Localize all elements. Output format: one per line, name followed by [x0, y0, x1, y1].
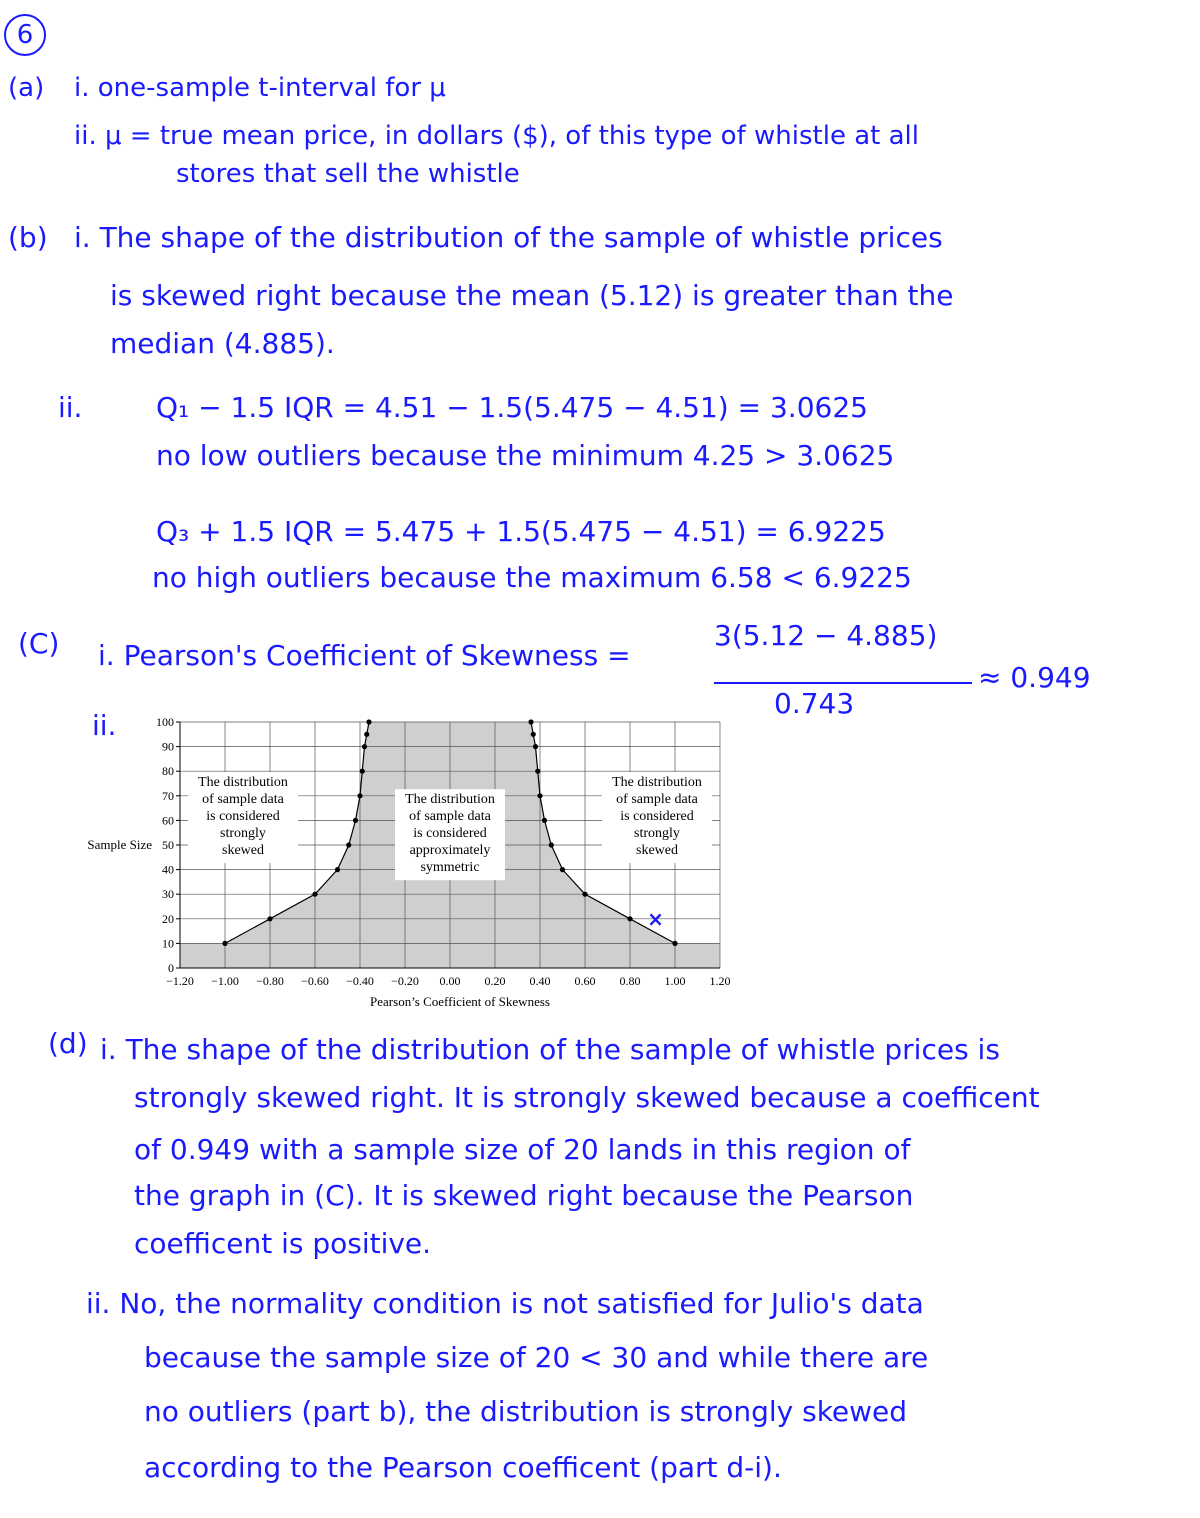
data-point	[549, 842, 554, 847]
data-point	[535, 769, 540, 774]
x-tick-label: −0.40	[346, 974, 374, 988]
data-point	[672, 941, 677, 946]
part-d-label: (d)	[48, 1027, 88, 1060]
x-tick-label: 0.40	[529, 974, 551, 988]
y-tick-label: 80	[162, 764, 174, 779]
data-point	[627, 916, 632, 921]
data-point	[537, 793, 542, 798]
x-axis-label: Pearson’s Coefficient of Skewness	[370, 994, 550, 1009]
data-point	[582, 892, 587, 897]
x-tick-label: 1.20	[709, 974, 731, 988]
part-a-ii-line2: stores that sell the whistle	[176, 159, 520, 189]
x-tick-label: −1.00	[211, 974, 239, 988]
part-b-ii-line2: no low outliers because the minimum 4.25 > 3.0625	[156, 439, 895, 472]
part-a-label: (a)	[8, 73, 45, 103]
annotation-line: symmetric	[420, 860, 480, 876]
y-tick-label: 60	[162, 813, 174, 828]
y-tick-label: 30	[162, 887, 174, 902]
part-b-ii-line3: Q₃ + 1.5 IQR = 5.475 + 1.5(5.475 − 4.51) = 6.9225	[156, 515, 886, 548]
x-tick-label: 0.00	[439, 974, 461, 988]
annotation-line: is considered	[413, 826, 487, 842]
part-b-ii-line1: Q₁ − 1.5 IQR = 4.51 − 1.5(5.475 − 4.51) = 3.0625	[156, 391, 868, 424]
data-point	[222, 941, 227, 946]
part-a-i: i. one-sample t-interval for μ	[74, 73, 446, 103]
annotation-line: strongly	[634, 825, 680, 841]
y-tick-label: 50	[162, 838, 174, 852]
part-c-label: (C)	[18, 627, 60, 660]
y-tick-label: 90	[162, 739, 174, 754]
annotation-line: strongly	[220, 825, 266, 841]
annotation-line: is considered	[620, 808, 694, 824]
x-tick-label: 0.80	[619, 974, 641, 988]
data-point	[312, 892, 317, 897]
annotation-line: The distribution	[612, 774, 702, 790]
part-b-label: (b)	[8, 221, 48, 254]
annotation-line: The distribution	[405, 792, 495, 808]
x-tick-label: 0.20	[484, 974, 506, 988]
y-tick-label: 10	[162, 936, 174, 951]
part-d-ii-line4: according to the Pearson coefficent (part d-i).	[144, 1451, 782, 1484]
data-point	[353, 818, 358, 823]
x-tick-label: −0.60	[301, 974, 329, 988]
x-tick-labels	[166, 974, 730, 988]
y-axis-label: Sample Size	[87, 837, 152, 852]
part-c-ii-label: ii.	[92, 709, 117, 742]
part-d-ii-line2: because the sample size of 20 < 30 and while there are	[144, 1341, 929, 1374]
annotation-line: skewed	[222, 842, 264, 858]
y-tick-label: 100	[156, 715, 174, 729]
data-point	[366, 719, 371, 724]
annotation-line: of sample data	[409, 809, 491, 825]
part-c-i-text: i. Pearson's Coefficient of Skewness =	[98, 639, 631, 672]
part-d-ii-line1: ii. No, the normality condition is not satisfied for Julio's data	[86, 1287, 924, 1320]
part-d-ii-line3: no outliers (part b), the distribution is strongly skewed	[144, 1395, 908, 1428]
part-d-i-line2: strongly skewed right. It is strongly skewed because a coefficent	[134, 1081, 1040, 1114]
part-b-i-line1: i. The shape of the distribution of the sample of whistle prices	[74, 221, 943, 254]
data-point	[542, 818, 547, 823]
x-tick-label: −0.80	[256, 974, 284, 988]
part-c-numerator: 3(5.12 − 4.885)	[714, 619, 938, 652]
part-b-i-line2: is skewed right because the mean (5.12) is greater than the	[110, 279, 954, 312]
x-tick-label: −1.20	[166, 974, 194, 988]
data-point	[362, 744, 367, 749]
part-b-ii-line4: no high outliers because the maximum 6.58 < 6.9225	[152, 561, 912, 594]
part-d-i-line5: coefficent is positive.	[134, 1227, 432, 1260]
annotation-line: of sample data	[616, 791, 698, 807]
annotation-line: of sample data	[202, 791, 284, 807]
y-tick-labels	[156, 715, 180, 975]
data-point	[357, 793, 362, 798]
data-point	[267, 916, 272, 921]
data-point	[528, 719, 533, 724]
problem-number: 6	[4, 14, 46, 56]
skewness-chart	[60, 709, 750, 1017]
part-c-approx: ≈ 0.949	[978, 661, 1091, 694]
part-b-ii-label: ii.	[58, 391, 83, 424]
part-d-i-line3: of 0.949 with a sample size of 20 lands in this region of	[134, 1133, 911, 1166]
data-point	[346, 842, 351, 847]
x-tick-label: −0.20	[391, 974, 419, 988]
part-d-i-line1: i. The shape of the distribution of the sample of whistle prices is	[100, 1033, 1000, 1066]
marked-point: ×	[647, 906, 664, 931]
part-a-ii-line1: ii. μ = true mean price, in dollars ($), of this type of whistle at all	[74, 121, 919, 151]
y-tick-label: 0	[168, 961, 174, 975]
annotation-line: The distribution	[198, 774, 288, 790]
annotation-line: is considered	[206, 808, 280, 824]
data-point	[531, 732, 536, 737]
y-tick-label: 20	[162, 911, 174, 926]
annotation-line: approximately	[409, 843, 491, 859]
part-b-i-line3: median (4.885).	[110, 327, 335, 360]
data-point	[560, 867, 565, 872]
data-point	[360, 769, 365, 774]
x-tick-label: 0.60	[574, 974, 596, 988]
fraction-bar	[714, 682, 972, 684]
part-d-i-line4: the graph in (C). It is skewed right because the Pearson	[134, 1179, 914, 1212]
data-point	[364, 732, 369, 737]
y-tick-label: 70	[162, 788, 174, 803]
data-point	[335, 867, 340, 872]
data-point	[533, 744, 538, 749]
y-tick-label: 40	[162, 862, 174, 877]
part-c-denominator: 0.743	[774, 687, 855, 720]
annotation-line: skewed	[636, 842, 678, 858]
x-tick-label: 1.00	[664, 974, 686, 988]
